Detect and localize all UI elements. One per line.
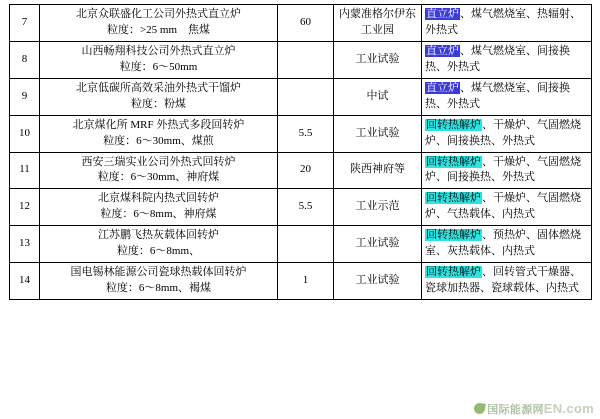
row-number: 7 [10, 5, 40, 42]
project-name-line: 国电锡林能源公司瓷球热载体回转炉 [70, 266, 247, 279]
row-project-name [40, 189, 278, 226]
row-capacity: 20 [278, 152, 334, 189]
row-furnace-type [422, 115, 592, 152]
row-site-text: 工业示范 [355, 200, 400, 213]
row-number: 10 [10, 115, 40, 152]
row-number: 9 [10, 78, 40, 115]
row-furnace-type [422, 189, 592, 226]
furnace-type-rest: 、煤气燃烧室、间接换热、外热式 [425, 81, 570, 110]
table-row [10, 226, 592, 263]
leaf-icon [473, 402, 486, 415]
row-site [334, 115, 422, 152]
row-number: 13 [10, 226, 40, 263]
row-number: 14 [10, 263, 40, 300]
furnace-type-rest: 、煤气燃烧室、热辐射、外热式 [425, 8, 581, 36]
row-capacity [278, 226, 334, 263]
furnace-type-highlight: 直立炉 [426, 81, 459, 94]
project-name-line: 北京低碳所高效采油外热式干馏炉 [76, 81, 241, 94]
row-number: 12 [10, 189, 40, 226]
row-site-text: 工业试验 [355, 52, 400, 65]
row-capacity: 1 [278, 263, 334, 300]
row-site-text: 工业试验 [355, 274, 400, 287]
row-project-name [40, 226, 278, 263]
row-site-text: 中试 [366, 89, 389, 102]
project-size-line: 粒度：6～8mm、 [116, 245, 201, 258]
row-site [334, 226, 422, 263]
furnace-type-highlight: 回转热解炉 [426, 266, 481, 279]
row-site-text: 工业试验 [355, 126, 400, 139]
row-capacity: 5.5 [278, 189, 334, 226]
row-project-name [40, 115, 278, 152]
table-row [10, 41, 592, 78]
project-size-line: 粒度：6～50mm [119, 60, 198, 73]
row-project-name [40, 5, 278, 42]
row-site [334, 78, 422, 115]
project-name-line: 山西畅翔科技公司外热式直立炉 [81, 44, 236, 57]
table-row [10, 189, 592, 226]
furnace-type-rest: 、干燥炉、气固燃烧炉、间接换热、外热式 [425, 155, 581, 184]
row-capacity [278, 78, 334, 115]
row-project-name [40, 41, 278, 78]
row-site [334, 5, 422, 42]
row-furnace-type [422, 263, 592, 300]
furnace-type-rest: 、回转管式干燥器、瓷球加热器、瓷球载体、内热式 [425, 266, 581, 295]
project-name-line: 北京煤科院内热式回转炉 [98, 192, 219, 205]
table-row [10, 78, 592, 115]
furnace-type-highlight: 回转热解炉 [426, 192, 481, 205]
row-site-text: 内蒙准格尔伊东工业园 [339, 8, 416, 36]
row-furnace-type [422, 41, 592, 78]
furnace-type-rest: 、干燥炉、气固燃烧炉、气热载体、内热式 [425, 192, 581, 221]
row-capacity [278, 41, 334, 78]
project-table [9, 4, 592, 300]
watermark-text: 国际能源网 [487, 404, 544, 416]
row-number: 8 [10, 41, 40, 78]
project-size-line: 粒度：6～8mm、褐煤 [105, 282, 212, 295]
table-row [10, 152, 592, 189]
row-project-name [40, 263, 278, 300]
table-row [10, 5, 592, 42]
row-site [334, 152, 422, 189]
row-site-text: 陕西神府等 [350, 163, 405, 176]
table-row [10, 115, 592, 152]
table-row [10, 263, 592, 300]
watermark-domain: EN.com [543, 401, 594, 416]
project-size-line: 粒度：6～30mm、神府煤 [97, 171, 220, 184]
watermark [474, 401, 594, 417]
project-name-line: 北京众联盛化工公司外热式直立炉 [76, 8, 241, 20]
row-furnace-type [422, 5, 592, 42]
project-size-line: 粒度：>25 mm 焦煤 [106, 23, 211, 36]
row-site-text: 工业试验 [355, 237, 400, 250]
row-furnace-type [422, 152, 592, 189]
row-capacity: 60 [278, 5, 334, 42]
row-furnace-type [422, 226, 592, 263]
project-name-line: 西安三瑞实业公司外热式回转炉 [81, 155, 236, 168]
table-body [10, 5, 592, 300]
furnace-type-highlight: 直立炉 [426, 8, 459, 20]
row-capacity: 5.5 [278, 115, 334, 152]
row-furnace-type [422, 78, 592, 115]
furnace-type-highlight: 回转热解炉 [426, 229, 481, 242]
project-size-line: 粒度：6～30mm、煤煎 [103, 134, 214, 147]
project-name-line: 江苏鹏飞热灰载体回转炉 [98, 229, 219, 242]
row-project-name [40, 152, 278, 189]
furnace-type-rest: 、干燥炉、气固燃烧炉、间接换热、外热式 [425, 118, 581, 147]
row-project-name [40, 78, 278, 115]
row-number: 11 [10, 152, 40, 189]
project-size-line: 粒度：粉煤 [131, 97, 186, 110]
furnace-type-highlight: 回转热解炉 [426, 118, 481, 131]
furnace-type-highlight: 直立炉 [426, 44, 459, 57]
furnace-type-highlight: 回转热解炉 [426, 155, 481, 168]
furnace-type-rest: 、预热炉、固体燃烧室、灰热载体、内热式 [425, 229, 581, 258]
furnace-type-rest: 、煤气燃烧室、间接换热、外热式 [425, 44, 570, 73]
project-size-line: 粒度：6～8mm、神府煤 [100, 208, 217, 221]
row-site [334, 263, 422, 300]
row-site [334, 189, 422, 226]
row-site [334, 41, 422, 78]
project-name-line: 北京煤化所 MRF 外热式多段回转炉 [72, 118, 245, 131]
